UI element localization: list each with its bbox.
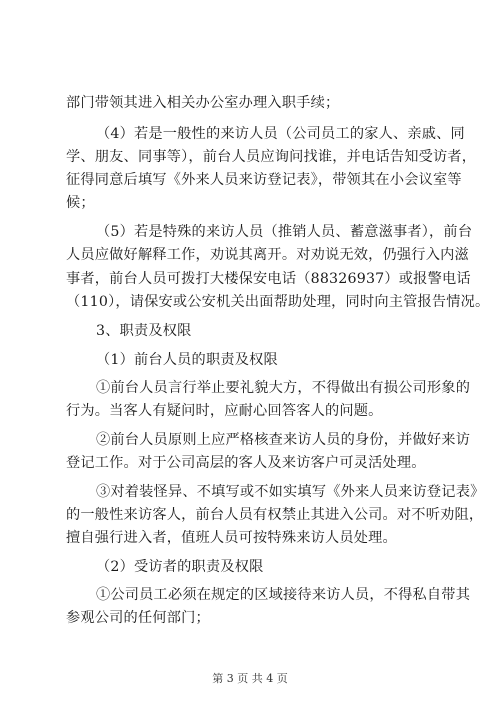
paragraph-line: 登记工作。对于公司高层的客人及来访客户可灵活处理。 bbox=[66, 455, 426, 471]
page-footer: 第 3 页 共 4 页 bbox=[212, 672, 288, 685]
paragraph-line: ①前台人员言行举止要礼貌大方，不得做出有损公司形象的 bbox=[96, 380, 471, 396]
section-heading: 3、职责及权限 bbox=[96, 323, 192, 339]
paragraph-line: （110），请保安或公安机关出面帮助处理，同时向主管报告情况。 bbox=[66, 294, 490, 310]
paragraph-line: 学、朋友、同事等），前台人员应询问找谁，并电话告知受访者， bbox=[66, 149, 477, 165]
paragraph-line: （4）若是一般性的来访人员（公司员工的家人、亲戚、同 bbox=[96, 126, 465, 142]
paragraph-line: 人员应做好解释工作，劝说其离开。对劝说无效，仍强行入内滋 bbox=[66, 247, 469, 263]
subsection-heading: （1）前台人员的职责及权限 bbox=[96, 352, 278, 368]
paragraph-line: 擅自强行进入者，值班人员可按特殊来访人员处理。 bbox=[66, 530, 397, 546]
paragraph-line: 参观公司的任何部门； bbox=[66, 610, 210, 626]
paragraph-line: 的一般性来访客人，前台人员有权禁止其进入公司。对不听劝阻， bbox=[66, 507, 484, 523]
subsection-heading: （2）受访者的职责及权限 bbox=[96, 559, 264, 575]
paragraph-line: ②前台人员原则上应严格核查来访人员的身份，并做好来访 bbox=[96, 432, 471, 448]
paragraph-line: 候； bbox=[66, 195, 95, 211]
paragraph-line: ①公司员工必须在规定的区域接待来访人员，不得私自带其 bbox=[96, 587, 471, 603]
paragraph-line: 部门带领其进入相关办公室办理入职手续； bbox=[66, 95, 340, 111]
paragraph-line: （5）若是特殊的来访人员（推销人员、蓄意滋事者），前台 bbox=[96, 224, 473, 240]
paragraph-line: 行为。当客人有疑问时，应耐心回答客人的问题。 bbox=[66, 403, 383, 419]
paragraph-line: 事者，前台人员可拨打大楼保安电话（88326937）或报警电话 bbox=[66, 271, 471, 287]
paragraph-line: ③对着装怪异、不填写或不如实填写《外来人员来访登记表》 bbox=[96, 484, 485, 500]
paragraph-line: 征得同意后填写《外来人员来访登记表》，带领其在小会议室等 bbox=[66, 172, 462, 188]
